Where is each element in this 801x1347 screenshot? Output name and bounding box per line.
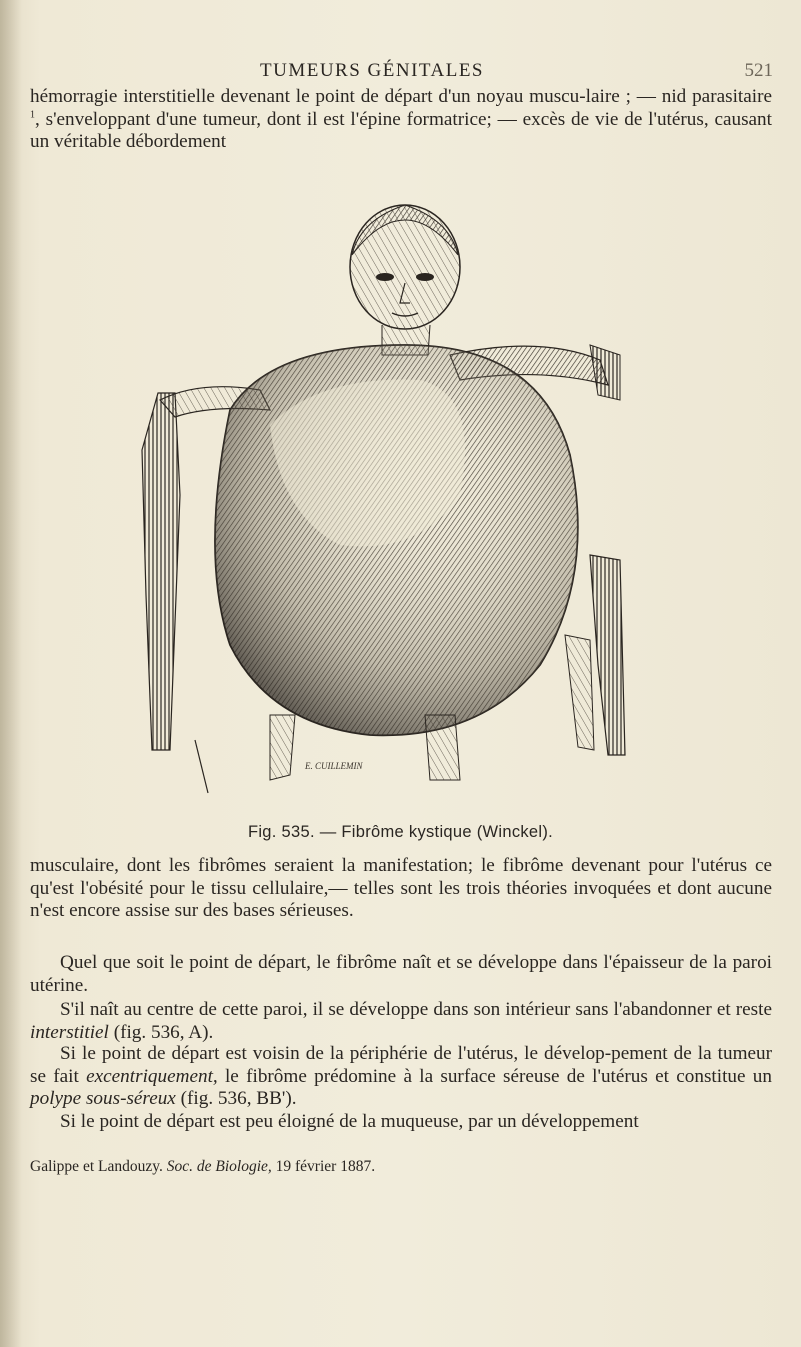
footnote: Galippe et Landouzy. Soc. de Biologie, 19 février 1887.: [30, 1158, 376, 1175]
footnote-journal: Soc. de Biologie,: [166, 1158, 272, 1175]
head-shape: [350, 205, 460, 329]
term-polype-sous-sereux: polype sous-séreux: [30, 1088, 176, 1109]
running-title: TUMEURS GÉNITALES: [260, 60, 484, 81]
paragraph-1: hémorragie interstitielle devenant le point de départ d'un noyau muscu-laire ; — nid parasitaire $^1$, s'enveloppant d'une tumeur, dont il est l'épine formatrice; — excès de vie de l'utérus, causant un véritable débordement: [30, 86, 772, 152]
cane-line: [195, 740, 208, 793]
right-eye-mark: [416, 273, 434, 281]
lower-leg-right: [425, 715, 460, 780]
paragraph-3: Quel que soit le point de départ, le fibrôme naît et se développe dans l'épaisseur de la paroi utérine.: [30, 952, 772, 996]
paragraph-2: musculaire, dont les fibrômes seraient la manifestation; le fibrôme devenant pour l'utérus ce qu'est l'obésité pour le tissu cellulaire,— telles sont les trois théories invoquées et dont aucune n'est encore assise sur des bases sérieuses.: [30, 855, 772, 921]
term-excentriquement: excentriquement,: [86, 1065, 218, 1087]
page-number: 521: [744, 60, 773, 81]
engraver-signature: E. CUILLEMIN: [305, 761, 363, 771]
paragraph-4: S'il naît au centre de cette paroi, il se développe dans son intérieur sans l'abandonner et reste interstitiel (fig. 536, A).: [30, 999, 772, 1043]
right-leg-shape: [590, 555, 625, 755]
right-inner-leg-shape: [565, 635, 594, 750]
page-header: [0, 60, 801, 86]
fibroma-engraving: [120, 195, 680, 810]
left-leg-shape: [142, 393, 180, 750]
figure-caption: Fig. 535. — Fibrôme kystique (Winckel).: [247, 823, 554, 841]
term-interstitiel: interstitiel: [30, 1021, 109, 1043]
figure-illustration: [120, 195, 680, 810]
paragraph-5: Si le point de départ est voisin de la périphérie de l'utérus, le dévelop-pement de la tumeur se fait excentriquement, le fibrôme prédomine à la surface séreuse de l'utérus et constitue un polype sous-séreux (fig. 536, BB').: [30, 1043, 772, 1109]
lower-leg-left: [270, 715, 295, 780]
left-eye-mark: [376, 273, 394, 281]
page-gutter-shadow: [0, 0, 22, 1347]
footnote-marker: 1: [30, 109, 35, 121]
right-hand-shape: [590, 345, 620, 400]
paragraph-6: Si le point de départ est peu éloigné de la muqueuse, par un développement: [60, 1111, 639, 1132]
